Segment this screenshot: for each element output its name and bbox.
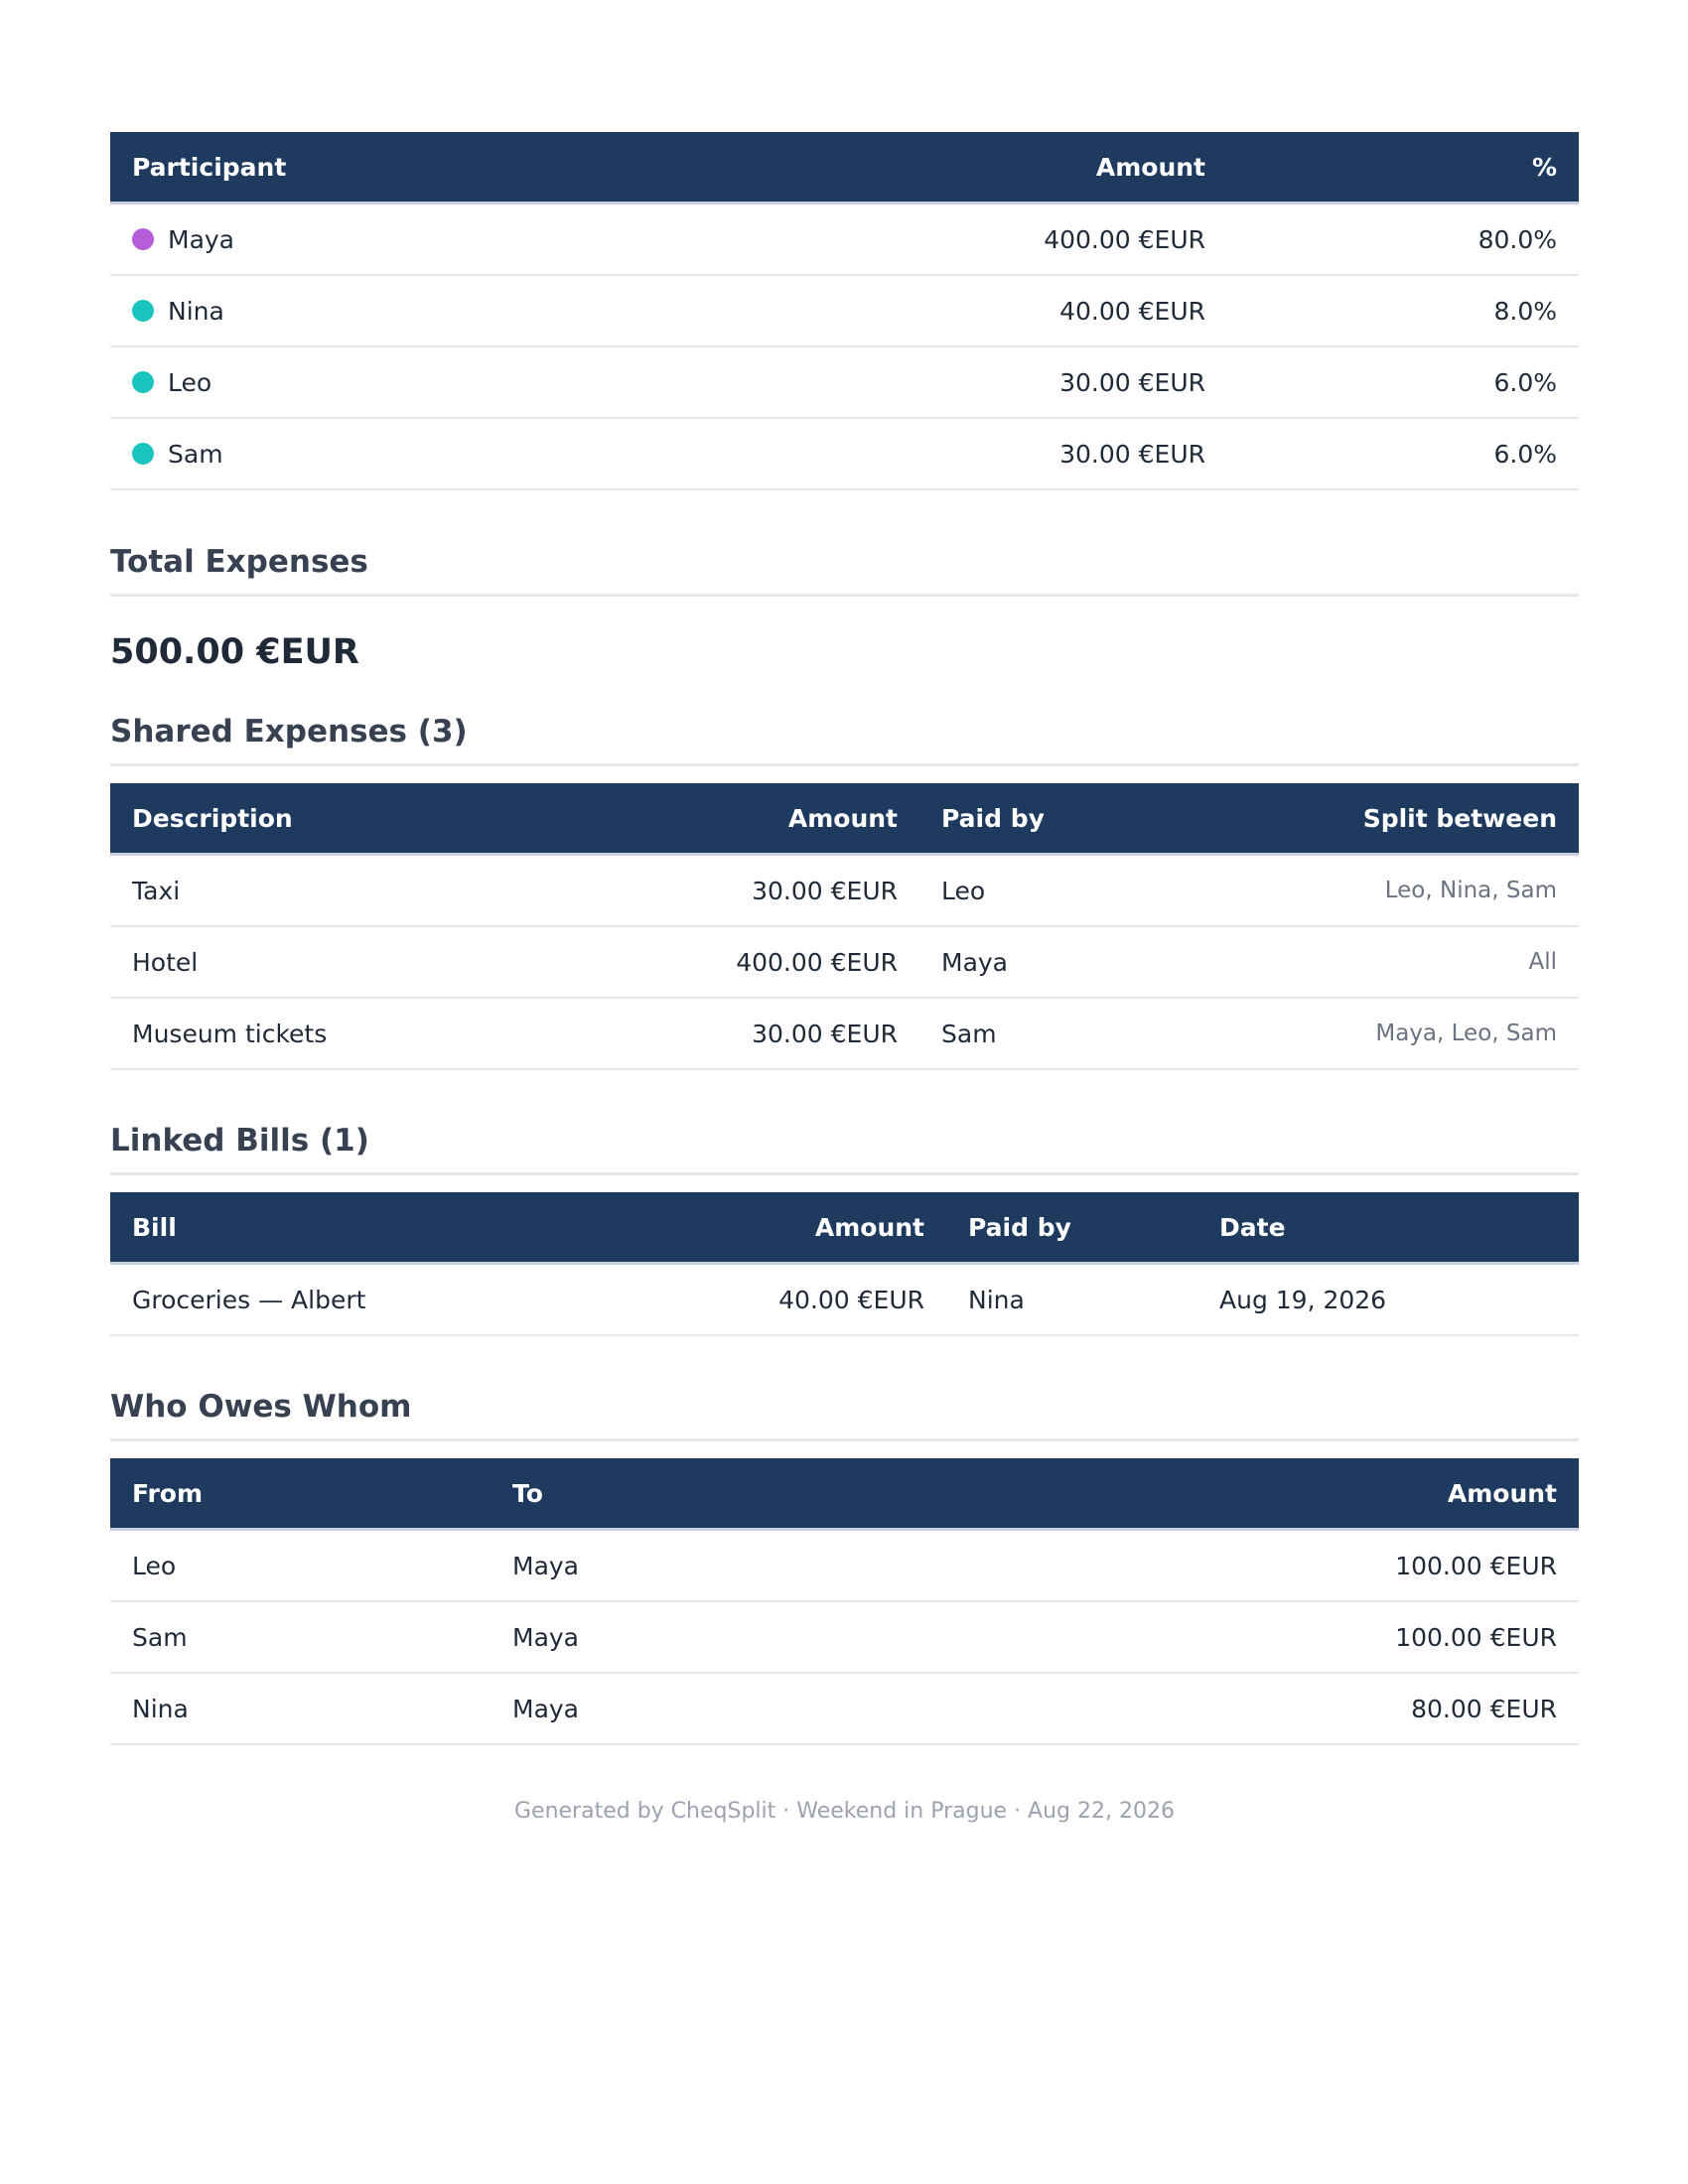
- participant-amount: 40.00 €EUR: [638, 275, 1227, 346]
- header-date: Date: [1197, 1192, 1579, 1264]
- table-row: [110, 855, 1579, 927]
- header-description: Description: [110, 783, 540, 855]
- participant-percent: 80.0%: [1227, 204, 1579, 276]
- shared-expenses-title: Shared Expenses (3): [110, 714, 1579, 766]
- header-split-between: Split between: [1175, 783, 1579, 855]
- settlement-report: [110, 132, 1579, 1824]
- header-paid-by: Paid by: [946, 1192, 1197, 1264]
- table-row: [110, 418, 1579, 489]
- table-row: [110, 1530, 1579, 1602]
- participant-percent: 6.0%: [1227, 346, 1579, 418]
- expense-split-between: All: [1175, 926, 1579, 998]
- debt-from: Sam: [110, 1601, 491, 1673]
- debt-from: Leo: [110, 1530, 491, 1602]
- expense-amount: 30.00 €EUR: [540, 998, 919, 1069]
- table-row: [110, 1673, 1579, 1744]
- participant-name: Sam: [168, 439, 223, 469]
- expense-description: Taxi: [110, 855, 540, 927]
- total-expenses-title: Total Expenses: [110, 544, 1579, 597]
- report-footer: Generated by CheqSplit · Weekend in Prague · Aug 22, 2026: [514, 1799, 1175, 1824]
- expense-paid-by: Leo: [919, 855, 1175, 927]
- debt-to: Maya: [491, 1673, 970, 1744]
- participant-name: Nina: [168, 296, 224, 326]
- table-row: [110, 204, 1579, 276]
- table-row: [110, 926, 1579, 998]
- participant-color-dot: [132, 443, 154, 465]
- table-row: [110, 1601, 1579, 1673]
- header-paid-by: Paid by: [919, 783, 1175, 855]
- table-row: [110, 275, 1579, 346]
- who-owes-whom-table: [110, 1458, 1579, 1745]
- table-row: [110, 998, 1579, 1069]
- participant-color-dot: [132, 300, 154, 322]
- table-row: [110, 346, 1579, 418]
- participant-cell: [110, 275, 638, 346]
- participant-amount: 30.00 €EUR: [638, 418, 1227, 489]
- header-amount: Amount: [970, 1458, 1579, 1530]
- expense-paid-by: Sam: [919, 998, 1175, 1069]
- total-expenses-value: 500.00 €EUR: [110, 632, 359, 672]
- bill-date: Aug 19, 2026: [1197, 1264, 1579, 1336]
- header-bill: Bill: [110, 1192, 582, 1264]
- expense-split-between: Maya, Leo, Sam: [1175, 998, 1579, 1069]
- header-amount: Amount: [540, 783, 919, 855]
- header-percent: %: [1227, 132, 1579, 204]
- who-owes-whom-title: Who Owes Whom: [110, 1389, 1579, 1441]
- participant-name: Leo: [168, 367, 212, 397]
- participant-cell: [110, 204, 638, 276]
- shared-expenses-table: [110, 783, 1579, 1070]
- header-amount: Amount: [582, 1192, 946, 1264]
- debt-amount: 80.00 €EUR: [970, 1673, 1579, 1744]
- participant-color-dot: [132, 228, 154, 250]
- bill-amount: 40.00 €EUR: [582, 1264, 946, 1336]
- expense-description: Museum tickets: [110, 998, 540, 1069]
- participant-amount: 30.00 €EUR: [638, 346, 1227, 418]
- expense-split-between: Leo, Nina, Sam: [1175, 855, 1579, 927]
- debt-amount: 100.00 €EUR: [970, 1601, 1579, 1673]
- participant-percent: 6.0%: [1227, 418, 1579, 489]
- participants-table: [110, 132, 1579, 490]
- who-owes-whom-header-row: [110, 1458, 1579, 1530]
- linked-bills-table: [110, 1192, 1579, 1336]
- header-to: To: [491, 1458, 970, 1530]
- participant-amount: 400.00 €EUR: [638, 204, 1227, 276]
- header-from: From: [110, 1458, 491, 1530]
- participant-cell: [110, 418, 638, 489]
- participant-percent: 8.0%: [1227, 275, 1579, 346]
- expense-paid-by: Maya: [919, 926, 1175, 998]
- participants-header-row: [110, 132, 1579, 204]
- debt-amount: 100.00 €EUR: [970, 1530, 1579, 1602]
- debt-from: Nina: [110, 1673, 491, 1744]
- table-row: [110, 1264, 1579, 1336]
- header-amount: Amount: [638, 132, 1227, 204]
- debt-to: Maya: [491, 1601, 970, 1673]
- linked-bills-title: Linked Bills (1): [110, 1123, 1579, 1175]
- linked-bills-header-row: [110, 1192, 1579, 1264]
- bill-name: Groceries — Albert: [110, 1264, 582, 1336]
- expense-description: Hotel: [110, 926, 540, 998]
- debt-to: Maya: [491, 1530, 970, 1602]
- expense-amount: 400.00 €EUR: [540, 926, 919, 998]
- shared-expenses-header-row: [110, 783, 1579, 855]
- header-participant: Participant: [110, 132, 638, 204]
- bill-paid-by: Nina: [946, 1264, 1197, 1336]
- participant-name: Maya: [168, 224, 235, 254]
- participant-color-dot: [132, 371, 154, 393]
- expense-amount: 30.00 €EUR: [540, 855, 919, 927]
- participant-cell: [110, 346, 638, 418]
